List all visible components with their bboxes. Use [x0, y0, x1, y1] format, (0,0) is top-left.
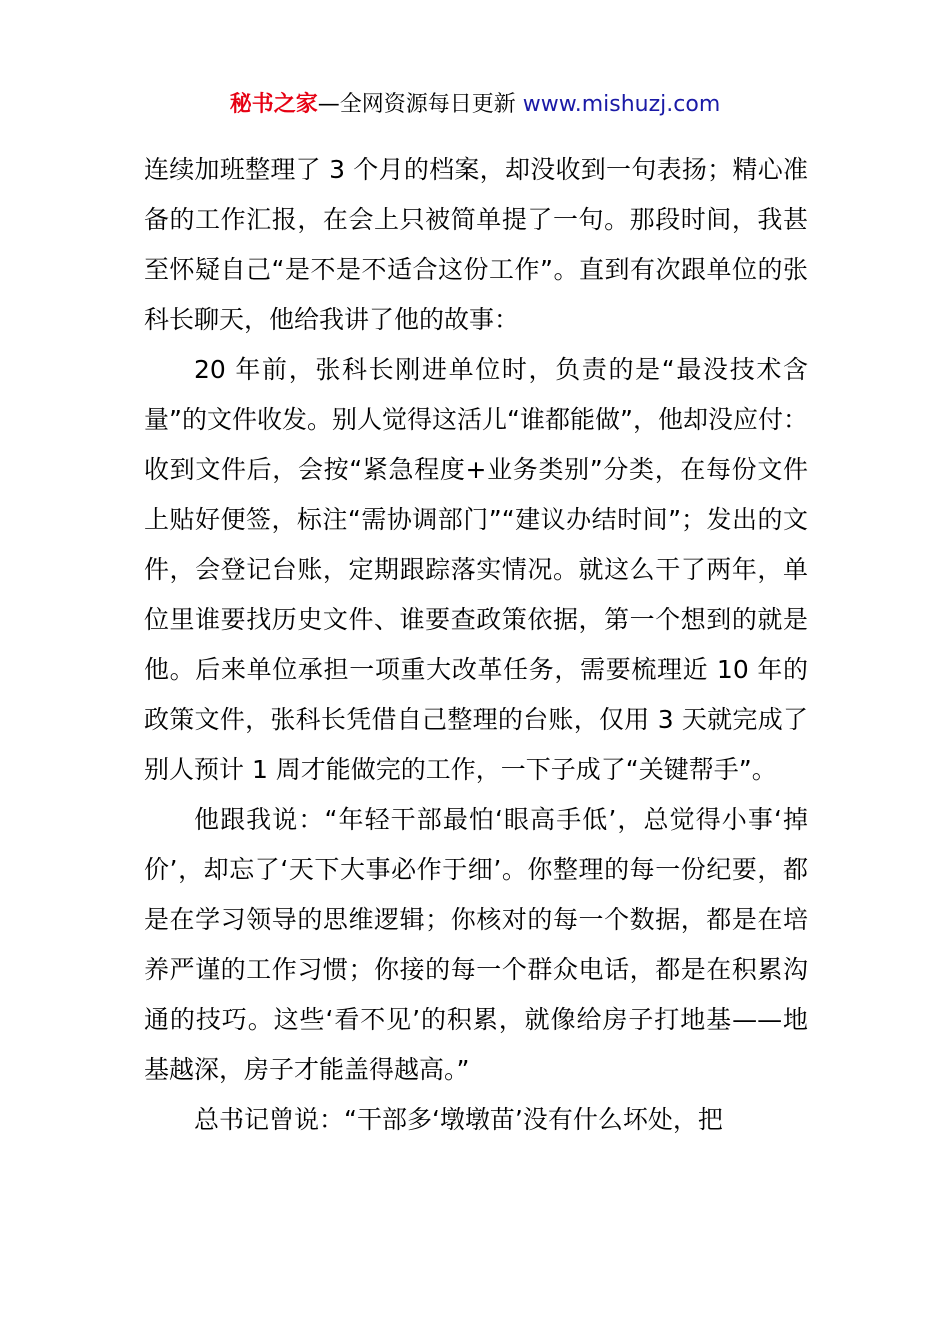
header-tagline: —全网资源每日更新: [317, 92, 516, 117]
paragraph-continuation: 连续加班整理了 3 个月的档案，却没收到一句表扬；精心准备的工作汇报，在会上只被简单提了一句。那段时间，我甚至怀疑自己“是不是不适合这份工作”。直到有次跟单位的张科长聊天，他给我讲了他的故事：: [144, 155, 808, 334]
paragraph-general-secretary-quote: 总书记曾说：“干部多‘墩墩苗’没有什么坏处，把: [194, 1105, 723, 1134]
document-body: [144, 145, 808, 1145]
site-url-link[interactable]: www.mishuzj.com: [522, 92, 721, 117]
paragraph-advice-quote: 他跟我说：“年轻干部最怕‘眼高手低’，总觉得小事‘掉价’，却忘了‘天下大事必作于细’。你整理的每一份纪要，都是在学习领导的思维逻辑；你核对的每一个数据，都是在培养严谨的工作习惯；你接的每一个群众电话，都是在积累沟通的技巧。这些‘看不见’的积累，就像给房子打地基——地基越深，房子才能盖得越高。”: [144, 805, 808, 1084]
paragraph-zhang-story: 20 年前，张科长刚进单位时，负责的是“最没技术含量”的文件收发。别人觉得这活儿“谁都能做”，他却没应付：收到文件后，会按“紧急程度+业务类别”分类，在每份文件上贴好便签，标注“需协调部门”“建议办结时间”；发出的文件，会登记台账，定期跟踪落实情况。就这么干了两年，单位里谁要找历史文件、谁要查政策依据，第一个想到的就是他。后来单位承担一项重大改革任务，需要梳理近 10 年的政策文件，张科长凭借自己整理的台账，仅用 3 天就完成了别人预计 1 周才能做完的工作，一下子成了“关键帮手”。: [144, 355, 808, 784]
brand-name: 秘书之家: [229, 92, 318, 117]
page-header: [0, 88, 950, 122]
